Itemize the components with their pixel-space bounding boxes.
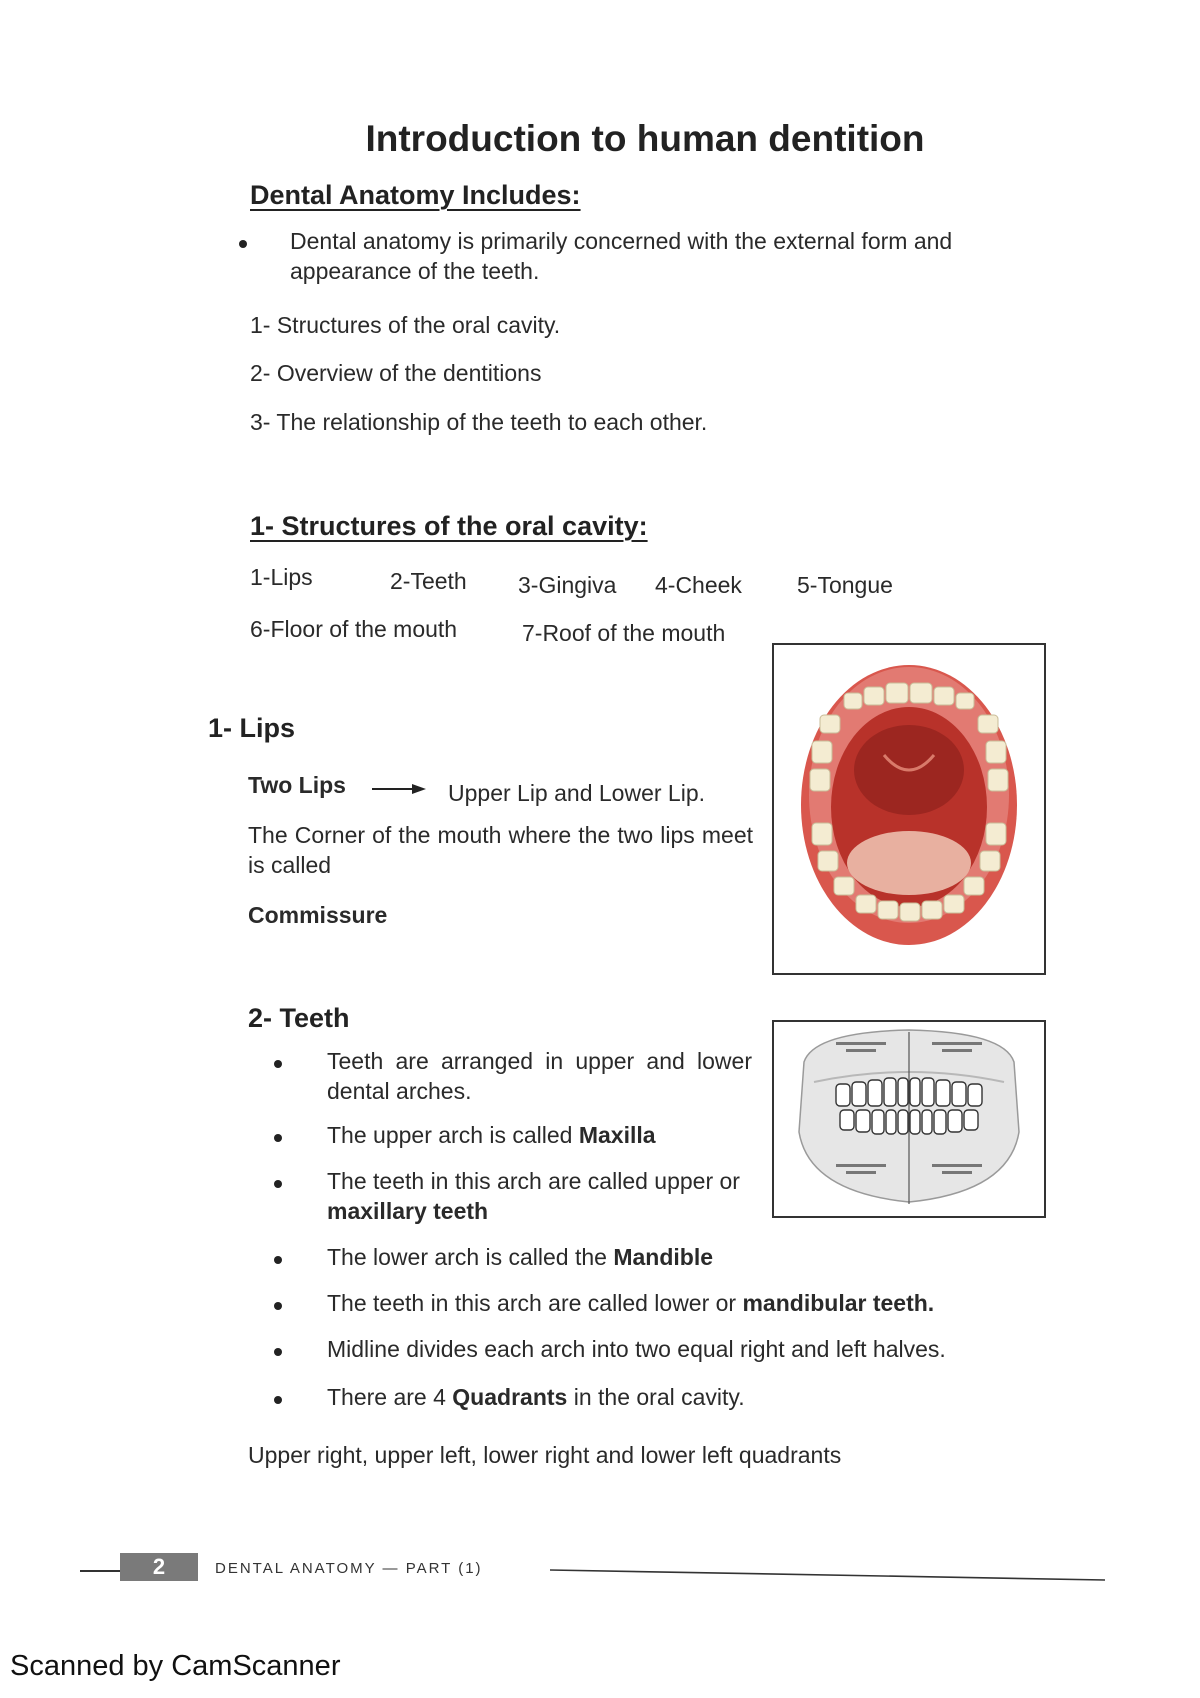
includes-bullet-text: Dental anatomy is primarily concerned with the external form and appearance of the teeth. [290,228,953,284]
bullet-dot [274,1302,282,1310]
bullet-dot [274,1256,282,1264]
includes-item-1: 1- Structures of the oral cavity. [250,312,561,338]
structures-heading: 1- Structures of the oral cavity: [250,511,648,541]
part-floor: 6-Floor of the mouth [250,616,458,642]
bullet-dot [239,240,247,248]
bullet-dot [274,1396,282,1404]
part-teeth: 2-Teeth [390,568,467,594]
teeth-bullet-1: Teeth are arranged in upper and lower dental arches. [327,1048,752,1104]
bullet-dot [274,1348,282,1356]
running-title: DENTAL ANATOMY — PART (1) [215,1560,483,1577]
part-gingiva: 3-Gingiva [518,572,617,598]
teeth-bullet-6: Midline divides each arch into two equal right and left halves. [327,1336,946,1362]
teeth-bullet-3: The teeth in this arch are called upper or maxillary teeth [327,1168,740,1224]
teeth-bullet-5: The teeth in this arch are called lower or mandibular teeth. [327,1290,935,1316]
part-roof: 7-Roof of the mouth [522,620,726,646]
part-lips: 1-Lips [250,564,313,590]
includes-heading: Dental Anatomy Includes: [250,180,581,210]
includes-item-3: 3- The relationship of the teeth to each other. [250,409,708,435]
teeth-heading: 2- Teeth [248,1003,350,1033]
includes-item-2: 2- Overview of the dentitions [250,360,542,386]
footer-rule-right [550,1568,1105,1582]
teeth-bullet-4: The lower arch is called the Mandible [327,1244,714,1270]
open-mouth-image [772,643,1046,975]
upper-lower-lip-text: Upper Lip and Lower Lip. [448,780,705,806]
page-number-badge: 2 [120,1553,198,1581]
two-lips-label: Two Lips [248,772,346,798]
teeth-bullet-2: The upper arch is called Maxilla [327,1122,656,1148]
bullet-dot [274,1134,282,1142]
bullet-dot [274,1180,282,1188]
quadrants-summary: Upper right, upper left, lower right and lower left quadrants [248,1442,842,1468]
lips-corner-text: The Corner of the mouth where the two lips meet is called [248,822,753,878]
bullet-dot [274,1060,282,1068]
lips-heading: 1- Lips [208,713,296,743]
teeth-bullet-7: There are 4 Quadrants in the oral cavity. [327,1384,745,1410]
part-tongue: 5-Tongue [797,572,893,598]
page-title: Introduction to human dentition [365,118,925,159]
scanner-watermark: Scanned by CamScanner [10,1650,341,1682]
dental-arches-xray-image [772,1020,1046,1218]
commissure-term: Commissure [248,902,388,928]
part-cheek: 4-Cheek [655,572,742,598]
arrow-right-icon [372,782,427,796]
